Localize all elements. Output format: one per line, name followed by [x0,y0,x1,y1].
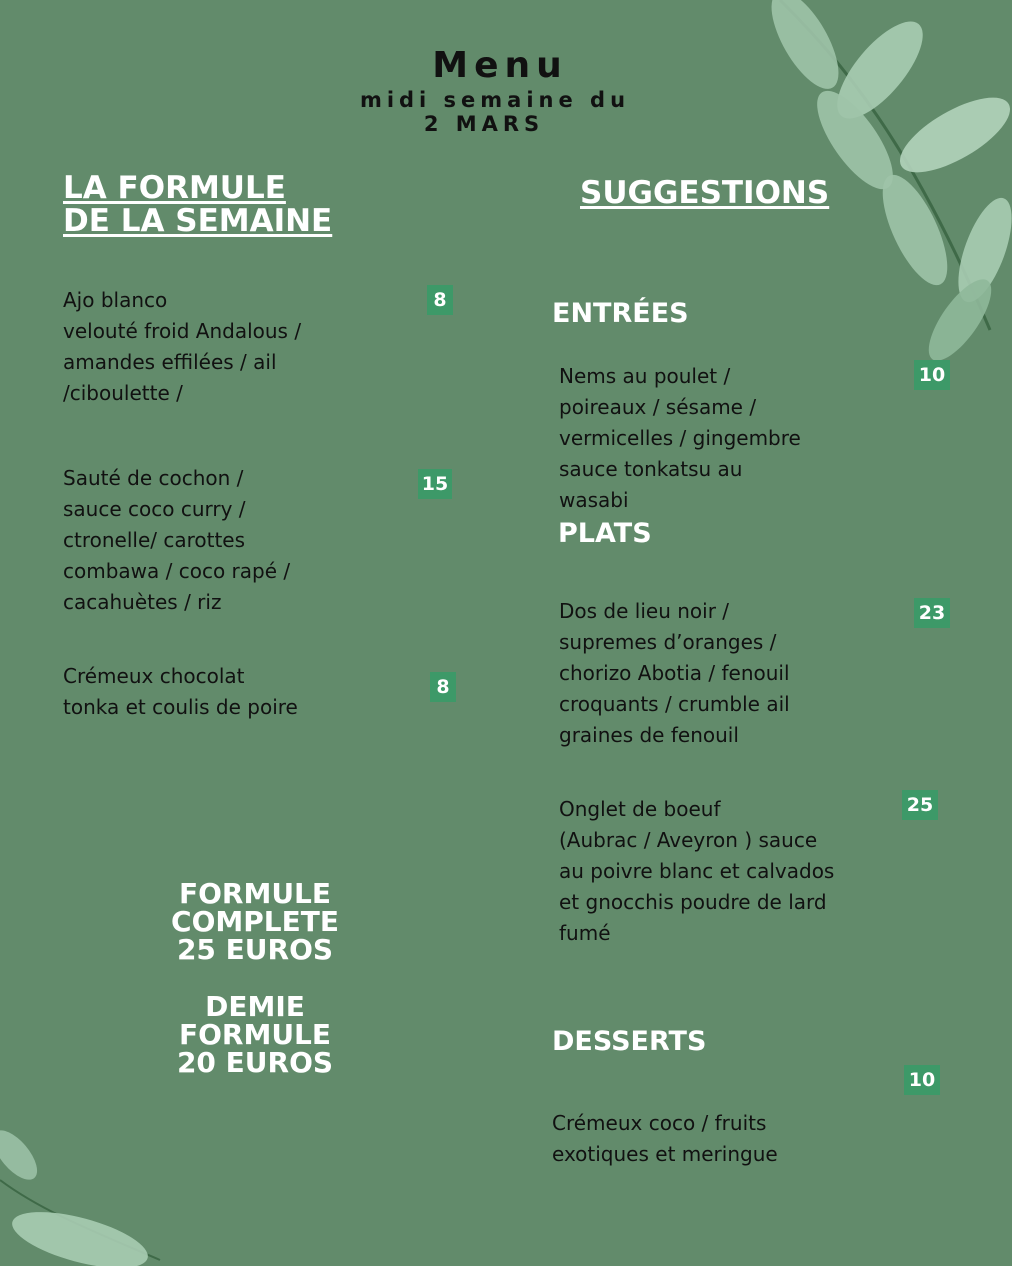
menu-title: Menu [432,45,568,86]
suggestion-item-dessert: Crémeux coco / fruits exotiques et meringue [552,1111,778,1166]
formule-complete: FORMULE COMPLETE 25 EUROS [171,877,339,966]
formule-demie: DEMIE FORMULE 20 EUROS [176,990,334,1079]
suggestion-item-plat-2: Onglet de boeuf (Aubrac / Aveyron ) sauce au poivre blanc et calvados et gnocchis poudre de lard fumé [559,797,835,945]
formule-item-dessert: Crémeux chocolat tonka et coulis de poire [63,664,298,719]
formule-price-dessert: 8 [430,672,456,702]
menu-subtitle-week: midi semaine du [359,88,631,112]
suggestions-heading: SUGGESTIONS [580,175,830,211]
suggestion-price-plat-1: 23 [914,598,950,628]
category-entrees: ENTRÉES [552,298,689,329]
formule-heading-line2: DE LA SEMAINE [63,203,333,239]
suggestion-item-entree: Nems au poulet / poireaux / sésame / vermicelles / gingembre sauce tonkatsu au wasabi [559,364,801,512]
category-plats: PLATS [558,518,652,549]
suggestion-price-plat-2: 25 [902,790,938,820]
formule-heading-line1: LA FORMULE [63,170,286,206]
suggestion-item-plat-1: Dos de lieu noir / supremes d’oranges / chorizo Abotia / fenouil croquants / crumble ail graines de fenouil [559,599,790,747]
category-desserts: DESSERTS [552,1026,707,1057]
formule-price-entree: 8 [427,285,453,315]
suggestion-price-entree: 10 [914,360,950,390]
menu-subtitle-date: 2 MARS [423,112,545,136]
formule-item-entree: Ajo blanco velouté froid Andalous / amandes effilées / ail /ciboulette / [63,288,302,405]
formule-price-plat: 15 [418,469,452,499]
suggestion-price-dessert: 10 [904,1065,940,1095]
formule-item-plat: Sauté de cochon / sauce coco curry / ctronelle/ carottes combawa / coco rapé / cacahuètes / riz [63,466,291,614]
leaf-branch-bottom-left [0,1120,170,1266]
